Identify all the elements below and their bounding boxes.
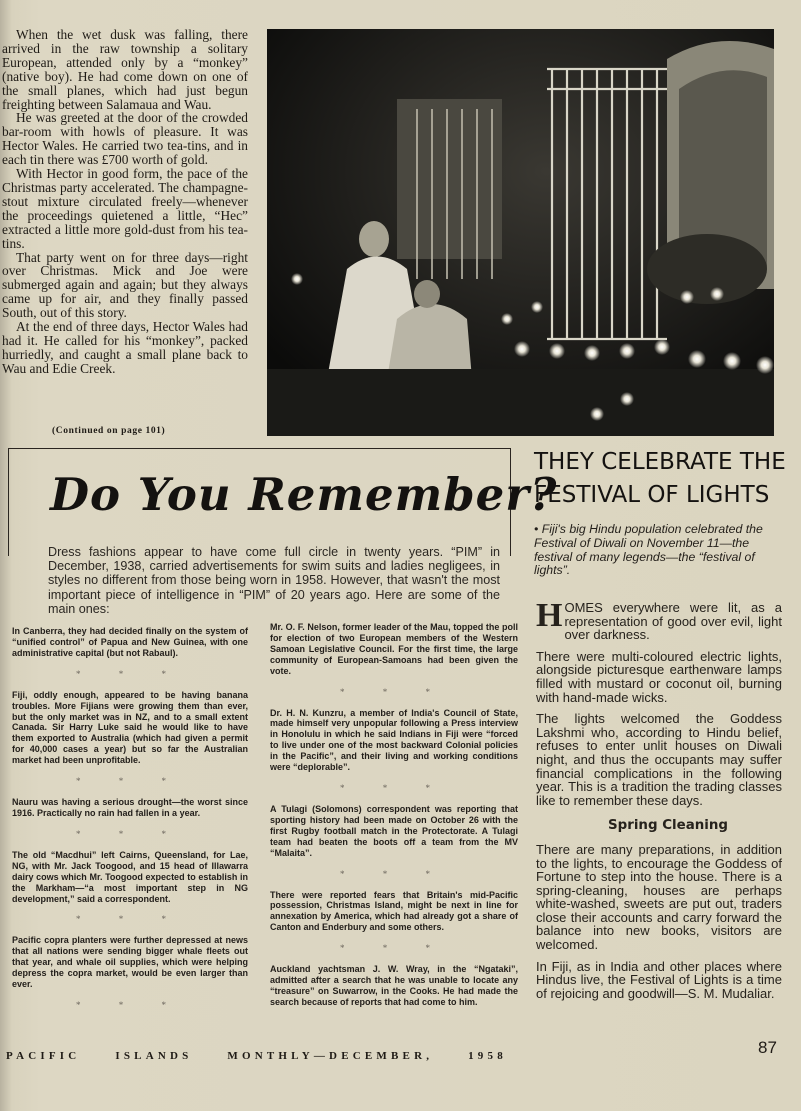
news-brief: In Canberra, they had decided finally on the system of “unified control” of Papua and New Guinea, with one administrative capital (but not Rabaul). [12, 626, 248, 658]
publication-footer: PACIFIC ISLANDS MONTHLY—DECEMBER, 1958 [6, 1050, 507, 1062]
remember-intro: Dress fashions appear to have come full circle in twenty years. “PIM” in December, 1938, carried advertisements for swim suits and ladies negligees, in styles no different from those being worn in 1958. However, that wasn't the most important piece of intelligence in “PIM” of 20 years ago. Here are some of the main ones: [48, 545, 500, 616]
spring-cleaning-subhead: Spring Cleaning [608, 818, 728, 834]
festival-body [536, 597, 782, 1008]
news-brief: Dr. H. N. Kunzru, a member of India's Council of State, made himself very unpopular following a Press interview in Honolulu in which he said Indians in Fiji were “forced to live under one of the most backward Colonial policies in the Pacific”, and their living and working conditions were “deplorable”. [270, 707, 518, 773]
separator-stars: * * * [340, 782, 448, 793]
news-brief: The old “Macdhui” left Cairns, Queensland, for Lae, NG, with Mr. Jack Toogood, and 15 head of Illawarra dairy cows which Mr. Toogood expected to establish in the Markham—“a most important step in NG development,” said a correspondent. [12, 849, 248, 904]
separator-stars: * * * [76, 914, 184, 925]
festival-paragraph: The lights welcomed the Goddess Lakshmi who, according to Hindu belief, refuses to enter unlit houses on Diwali night, and thus the occupants may suffer financial complications in the following year. This is a tradition the trading classes like to remember these days. [536, 711, 782, 808]
news-brief: Auckland yachtsman J. W. Wray, in the “Ngataki”, admitted after a search that he was unable to locate any “treasure” on Suwarrow, in the Cooks. He had made the search because of reports that had come to him. [270, 964, 518, 1007]
separator-stars: * * * [76, 668, 184, 679]
news-brief: Fiji, oddly enough, appeared to be having banana troubles. More Fijians were growing them than ever, but the only market was in NZ, and to a small extent Canada. Sir Harry Luke said he would like to have them exported to Australia (which had given a permit for 40,000 cases a year) but so far the Australian market had been unprofitable. [12, 689, 248, 766]
festival-paragraph: There are many preparations, in addition to the lights, to encourage the Goddess of Fortune to step into the house. There is a spring-cleaning, houses are perhaps white-washed, sweets are put out, traders close their accounts and carry forward the balance into new books, visitors are welcomed. [536, 841, 782, 953]
separator-stars: * * * [340, 943, 448, 954]
headline-line-2: FESTIVAL OF LIGHTS [534, 482, 770, 508]
top-story-paragraph: With Hector in good form, the pace of the Christmas party accelerated. The champagne-stout mixture circulated freely—whenever the proceedings quietened a little, “Hec” extracted a little more gold-dust from his tea-tins. [2, 166, 248, 251]
festival-headline [534, 446, 784, 512]
separator-stars: * * * [340, 868, 448, 879]
continued-note: (Continued on page 101) [52, 426, 166, 436]
separator-stars: * * * [76, 828, 184, 839]
diwali-photo [267, 29, 774, 436]
festival-standfirst: • Fiji's big Hindu population celebrated the Festival of Diwali on November 11—the festival of many legends—the “festival of lights”. [534, 522, 763, 578]
diwali-photo-image [267, 29, 774, 436]
festival-paragraph-text: OMES everywhere were lit, as a representation of good over evil, light over darkness. [564, 600, 782, 643]
separator-stars: * * * [76, 776, 184, 787]
festival-paragraph: There were multi-coloured electric lights, alongside picturesque earthenware lamps filled with mustard or coconut oil, burning with hand-made wicks. [536, 648, 782, 705]
remember-column-left [12, 626, 248, 1021]
remember-title: Do You Remember? [50, 468, 558, 521]
remember-column-right [270, 622, 518, 1008]
separator-stars: * * * [76, 999, 184, 1010]
drop-cap: H [536, 597, 563, 634]
top-story-paragraph: When the wet dusk was falling, there arrived in the raw township a solitary European, attended only by a “monkey” (native boy). He had come down on one of the small planes, which had just begun freighting between Salamaua and Wau. [2, 27, 248, 112]
news-brief: Mr. O. F. Nelson, former leader of the Mau, topped the poll for election of two European members of the Western Samoan Legislative Council. For the first time, the large community of European-Samoans had been given the vote. [270, 622, 518, 676]
festival-paragraph: In Fiji, as in India and other places where Hindus live, the Festival of Lights is a time of rejoicing and goodwill—S. M. Mudaliar. [536, 958, 782, 1001]
headline-line-1: THEY CELEBRATE THE [534, 449, 786, 475]
news-brief: Nauru was having a serious drought—the worst since 1916. Practically no rain had fallen in a year. [12, 797, 248, 818]
top-story [2, 28, 248, 376]
top-story-paragraph: That party went on for three days—right over Christmas. Mick and Joe were submerged again and again; but they always came up for air, and they finally passed South, out of this story. [2, 249, 248, 321]
top-story-paragraph: He was greeted at the door of the crowded bar-room with howls of pleasure. It was Hector Wales. He carried two tea-tins, and in each tin there was £700 worth of gold. [2, 110, 248, 168]
news-brief: There were reported fears that Britain's mid-Pacific possession, Christmas Island, might be next in line for annexation by America, which had already got a share of Canton and Enderbury and some others. [270, 889, 518, 933]
news-brief: A Tulagi (Solomons) correspondent was reporting that sporting history had been made on October 26 with the first Rugby football match in the Protectorate. A Tulagi team had beaten the boots off a team from the MV “Malaita”. [270, 803, 518, 858]
separator-stars: * * * [340, 686, 448, 697]
top-story-paragraph: At the end of three days, Hector Wales had had it. He called for his “monkey”, packed hurriedly, and caught a small plane back to Wau and Edie Creek. [2, 319, 248, 376]
page-number: 87 [758, 1038, 777, 1057]
festival-paragraph [536, 597, 782, 643]
news-brief: Pacific copra planters were further depressed at news that all nations were sending bigger whale fleets out that year, and whale oil supplies, which were helping depress the copra market, would be even larger than ever. [12, 935, 248, 990]
